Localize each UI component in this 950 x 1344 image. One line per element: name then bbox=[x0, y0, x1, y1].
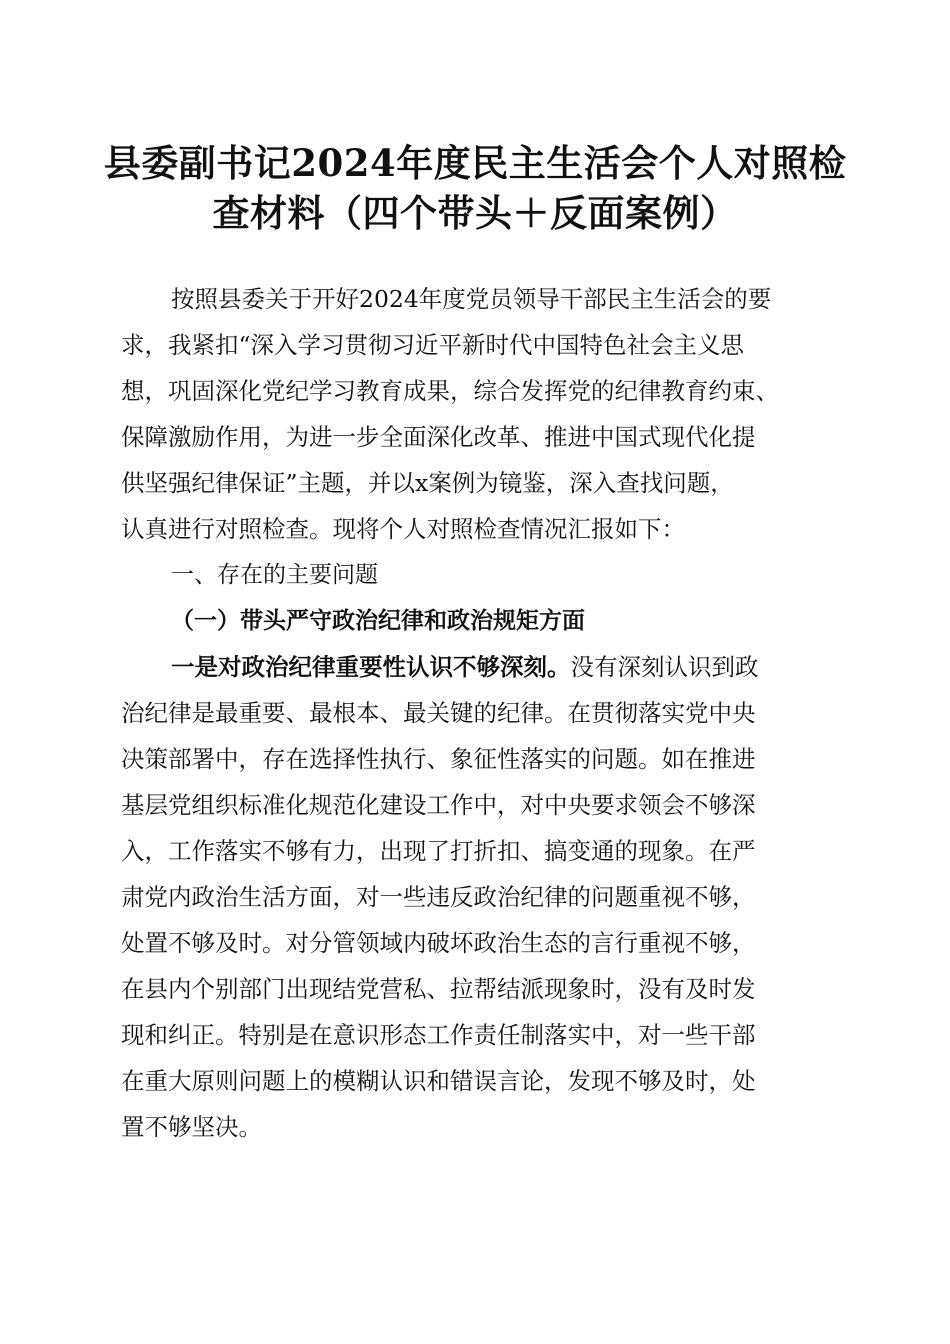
subsection-heading: （一）带头严守政治纪律和政治规矩方面 bbox=[171, 607, 585, 634]
point-first-line bbox=[121, 644, 833, 690]
intro-line: 按照县委关于开好2024年度党员领导干部民主生活会的要 bbox=[171, 285, 772, 313]
point-line: 决策部署中，存在选择性执行、象征性落实的问题。如在推进 bbox=[121, 745, 756, 773]
document-title bbox=[70, 138, 880, 238]
document-body bbox=[121, 276, 833, 1150]
point-text: 没有深刻认识到政 bbox=[570, 653, 759, 681]
point-line: 置不够坚决。 bbox=[121, 1113, 262, 1141]
point-line: 肃党内政治生活方面，对一些违反政治纪律的问题重视不够， bbox=[121, 883, 756, 911]
title-line: 查材料（四个带头＋反面案例） bbox=[212, 191, 738, 235]
point-line: 基层党组织标准化规范化建设工作中，对中央要求领会不够深 bbox=[121, 791, 756, 819]
intro-line: 求，我紧扣“深入学习贯彻习近平新时代中国特色社会主义思 bbox=[121, 331, 745, 359]
point-line: 处置不够及时。对分管领域内破坏政治生态的言行重视不够， bbox=[121, 929, 756, 957]
point-line: 治纪律是最重要、最根本、最关键的纪律。在贯彻落实党中央 bbox=[121, 699, 756, 727]
section-heading: 一、存在的主要问题 bbox=[171, 562, 378, 588]
point-lead: 一是对政治纪律重要性认识不够深刻。 bbox=[171, 653, 571, 681]
intro-line: 想，巩固深化党纪学习教育成果，综合发挥党的纪律教育约束、 bbox=[121, 377, 779, 405]
intro-line: 供坚强纪律保证”主题，并以x案例为镜鉴，深入查找问题， bbox=[121, 469, 734, 497]
point-line: 现和纠正。特别是在意识形态工作责任制落实中，对一些干部 bbox=[121, 1021, 756, 1049]
title-line: 县委副书记2024年度民主生活会个人对照检 bbox=[103, 141, 847, 185]
point-line: 在县内个别部门出现结党营私、拉帮结派现象时，没有及时发 bbox=[121, 975, 756, 1003]
intro-line: 认真进行对照检查。现将个人对照检查情况汇报如下： bbox=[121, 515, 685, 543]
point-line: 入，工作落实不够有力，出现了打折扣、搞变通的现象。在严 bbox=[121, 837, 756, 865]
point-line: 在重大原则问题上的模糊认识和错误言论，发现不够及时，处 bbox=[121, 1067, 756, 1095]
intro-line: 保障激励作用，为进一步全面深化改革、推进中国式现代化提 bbox=[121, 423, 756, 451]
